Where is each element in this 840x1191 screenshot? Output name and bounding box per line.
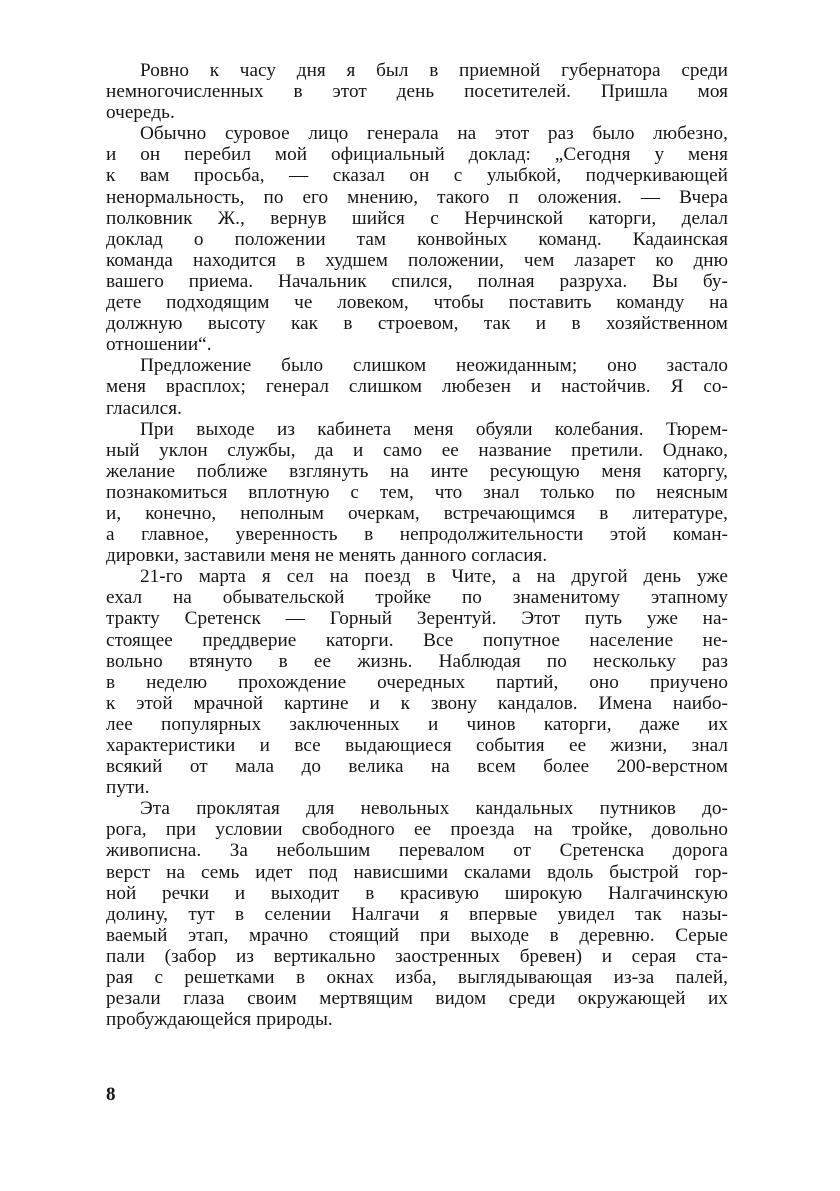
text-line: ненормальность, по его мнению, такого п оложения. — Вчера xyxy=(106,186,728,208)
text-line: рая с решетками в окнах изба, выглядывающая из-за палей, xyxy=(106,967,728,989)
text-line: дировки, заставили меня не менять данного согласия. xyxy=(106,545,548,567)
paragraph xyxy=(106,566,728,798)
text-line: пути. xyxy=(106,777,150,799)
paragraph xyxy=(106,355,728,418)
text-line: ехал на обывательской тройке по знаменитому этапному xyxy=(106,587,728,609)
page-number: 8 xyxy=(106,1084,116,1105)
text-line: пали (забор из вертикально заостренных бревен) и серая ста- xyxy=(106,945,728,967)
text-line: резали глаза своим мертвящим видом среди окружающей их xyxy=(106,988,728,1010)
text-line: в неделю прохождение очередных партий, оно приучено xyxy=(106,671,728,693)
text-line: При выходе из кабинета меня обуяли колебания. Тюрем- xyxy=(140,418,728,440)
text-line: рога, при условии свободного ее проезда на тройке, довольно xyxy=(106,819,728,841)
text-line: вольно втянуто в ее жизнь. Наблюдая по нескольку раз xyxy=(106,650,728,672)
text-line: к вам просьба, — сказал он с улыбкой, подчеркивающей xyxy=(106,165,728,187)
text-line: лее популярных заключенных и чинов каторги, даже их xyxy=(106,713,728,735)
text-line: Обычно суровое лицо генерала на этот раз было любезно, xyxy=(140,123,728,145)
text-line: меня врасплох; генерал слишком любезен и настойчив. Я со- xyxy=(106,376,728,398)
text-line: а главное, уверенность в непродолжительности этой коман- xyxy=(106,524,728,546)
text-line: к этой мрачной картине и к звону кандалов. Имена наибо- xyxy=(106,692,728,714)
text-line: желание поближе взглянуть на инте ресующую меня каторгу, xyxy=(106,460,728,482)
text-line: верст на семь идет под нависшими скалами вдоль быстрой гор- xyxy=(106,861,728,883)
text-line: очередь. xyxy=(106,102,175,124)
text-line: 21-го марта я сел на поезд в Чите, а на другой день уже xyxy=(140,566,728,588)
text-line: характеристики и все выдающиеся события ее жизни, знал xyxy=(106,735,728,756)
text-line: команда находится в худшем положении, чем лазарет ко дню xyxy=(106,249,728,271)
text-line: стоящее преддверие каторги. Все попутное население не- xyxy=(106,629,728,651)
text-line: вашего приема. Начальник спился, полная разруха. Вы бу- xyxy=(106,270,728,292)
text-line: ный уклон службы, да и само ее название претили. Однако, xyxy=(106,439,728,461)
text-line: тракту Сретенск — Горный Зерентуй. Этот путь уже на- xyxy=(106,608,728,630)
text-line: живописна. За небольшим перевалом от Сретенска дорога xyxy=(106,840,728,862)
text-line: отношении“. xyxy=(106,334,212,356)
text-line: и, конечно, неполным очеркам, встречающимся в литературе, xyxy=(106,502,728,524)
text-line: долину, тут в селении Налгачи я впервые увидел так назы- xyxy=(106,903,728,925)
text-line: ваемый этап, мрачно стоящий при выходе в деревню. Серые xyxy=(106,924,728,946)
text-line: Предложение было слишком неожиданным; оно застало xyxy=(140,355,728,377)
text-line: познакомиться вплотную с тем, что знал только по неясным xyxy=(106,481,728,503)
page-text xyxy=(106,60,728,1030)
text-line: доклад о положении там конвойных команд. Кадаинская xyxy=(106,228,728,250)
text-line: дете подходящим че ловеком, чтобы поставить команду на xyxy=(106,292,728,314)
paragraph xyxy=(106,419,728,567)
paragraph xyxy=(106,123,728,355)
text-line: гласился. xyxy=(106,397,182,419)
paragraph xyxy=(106,798,728,1030)
text-line: должную высоту как в строевом, так и в хозяйственном xyxy=(106,313,728,335)
text-line: Ровно к часу дня я был в приемной губернатора среди xyxy=(140,60,728,81)
text-line: Эта проклятая для невольных кандальных путников до- xyxy=(140,798,728,820)
text-line: полковник Ж., вернув шийся с Нерчинской каторги, делал xyxy=(106,207,728,229)
text-line: и он перебил мой официальный доклад: „Сегодня у меня xyxy=(106,144,728,166)
text-line: всякий от мала до велика на всем более 200-верстном xyxy=(106,756,728,778)
text-line: ной речки и выходит в красивую широкую Налгачинскую xyxy=(106,882,728,904)
text-line: немногочисленных в этот день посетителей. Пришла моя xyxy=(106,81,728,103)
paragraph xyxy=(106,60,728,123)
text-line: пробуждающейся природы. xyxy=(106,1009,333,1031)
